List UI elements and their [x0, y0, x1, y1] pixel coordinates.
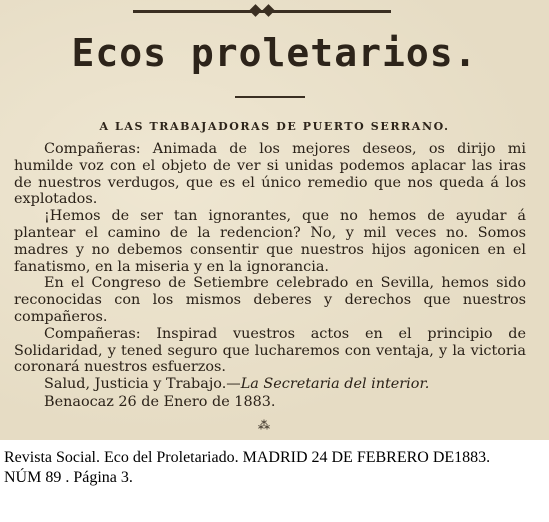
paragraph: Compañeras: Inspirad vuestros actos en el principio de Solidaridad, y tened seguro que lucharemos con ventaja, y la victoria coronará nuestros esfuerzos.: [14, 325, 526, 376]
article-body: [14, 141, 526, 411]
article-heading: A LAS TRABAJADORAS DE PUERTO SERRANO.: [99, 120, 450, 133]
caption-line-2: NÚM 89 . Página 3.: [4, 469, 133, 486]
date-line: Benaocaz 26 de Enero de 1883.: [44, 393, 276, 410]
salute-text: Salud, Justicia y Trabajo.—: [44, 376, 241, 393]
paragraph: Compañeras: Animada de los mejores deseos, os dirijo mi humilde voz con el objeto de ver si unidas podemos aplacar las iras de nuestros verdugos, que es el único remedio que nos queda á los explotados.: [14, 141, 526, 208]
title-rule: [235, 96, 305, 98]
caption: [4, 448, 544, 488]
signature: La Secretaria del interior.: [240, 376, 430, 393]
paragraph: ¡Hemos de ser tan ignorantes, que no hemos de ayudar á plantear el camino de la redencion? No, y mil veces no. Somos madres y no debemos consentir que nuestros hijos agonicen en el fanatismo, en la miseria y en la ignorancia.: [14, 208, 526, 275]
caption-line-1: Revista Social. Eco del Proletariado. MADRID 24 DE FEBRERO DE1883.: [4, 449, 491, 466]
paragraph: En el Congreso de Setiembre celebrado en Sevilla, hemos sido reconocidas con los mismos deberes y derechos que nuestros compañeros.: [14, 275, 526, 325]
article-title: Ecos proletarios.: [71, 31, 478, 75]
asterism-icon: ⁂: [258, 418, 269, 432]
ornament-icon: [242, 2, 282, 18]
salute-line: [14, 376, 526, 393]
